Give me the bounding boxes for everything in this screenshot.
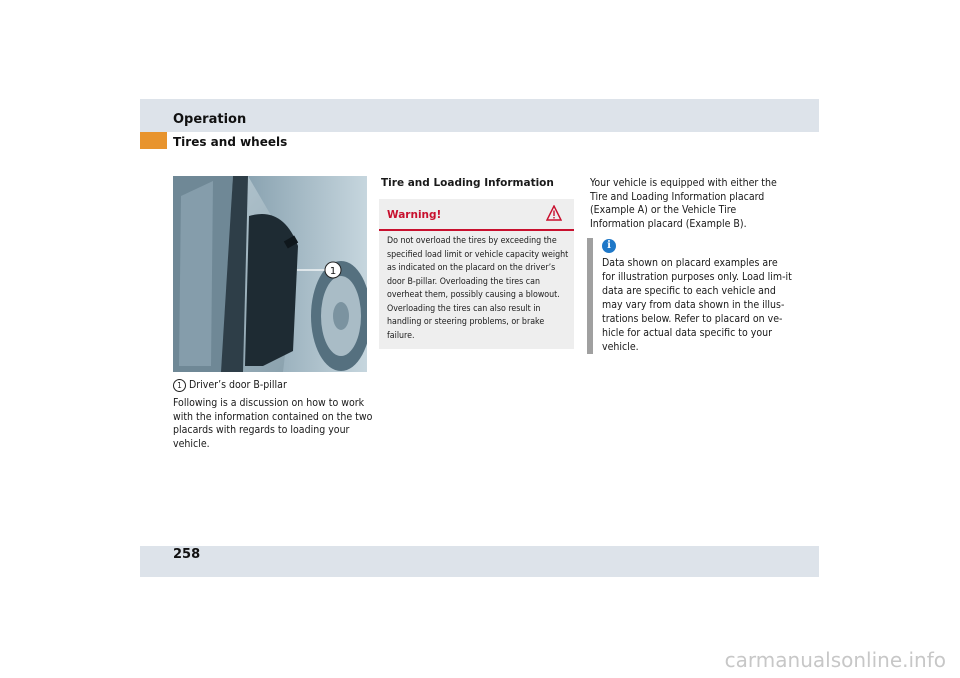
b-pillar-photo <box>173 176 367 372</box>
tire-loading-heading: Tire and Loading Information <box>381 177 554 189</box>
section-tab-marker <box>140 132 167 149</box>
caption-text: Driver’s door B-pillar <box>189 379 287 391</box>
figure-caption <box>173 378 373 392</box>
info-note-text: Data shown on placard examples are for illustration purposes only. Load lim-it data are specific to each vehicle and may vary from data shown in the illus-trations below. Refer to placard on ve-hicle for actual data specific to your vehicle. <box>602 257 792 353</box>
warning-divider <box>379 229 574 231</box>
warning-box <box>379 199 574 349</box>
intro-paragraph: Following is a discussion on how to work with the information contained on the two placards with regards to loading your vehicle. <box>173 397 373 450</box>
page-number: 258 <box>173 547 201 562</box>
warning-text: Do not overload the tires by exceeding the specified load limit or vehicle capacity weight as indicated on the placard on the driver’s door B-pillar. Overloading the tires can overheat them, possibly causing a blowout. Overloading the tires can also result in handling or steering problems, or brake failure. <box>387 236 569 341</box>
placard-paragraph: Your vehicle is equipped with either the Tire and Loading Information placard (Example A) or the Vehicle Tire Information placard (Example B). <box>590 177 777 230</box>
watermark-text: carmanualsonline.info <box>724 648 946 672</box>
footer-band <box>140 546 819 577</box>
info-sidebar-bar <box>587 238 593 354</box>
section-title: Operation <box>173 112 247 127</box>
subsection-title: Tires and wheels <box>173 135 288 149</box>
warning-triangle-icon <box>546 205 562 221</box>
warning-title: Warning! <box>387 209 442 221</box>
caption-callout-marker: 1 <box>173 379 186 392</box>
photo-callout-number: 1 <box>329 266 337 277</box>
info-icon: i <box>602 239 616 253</box>
